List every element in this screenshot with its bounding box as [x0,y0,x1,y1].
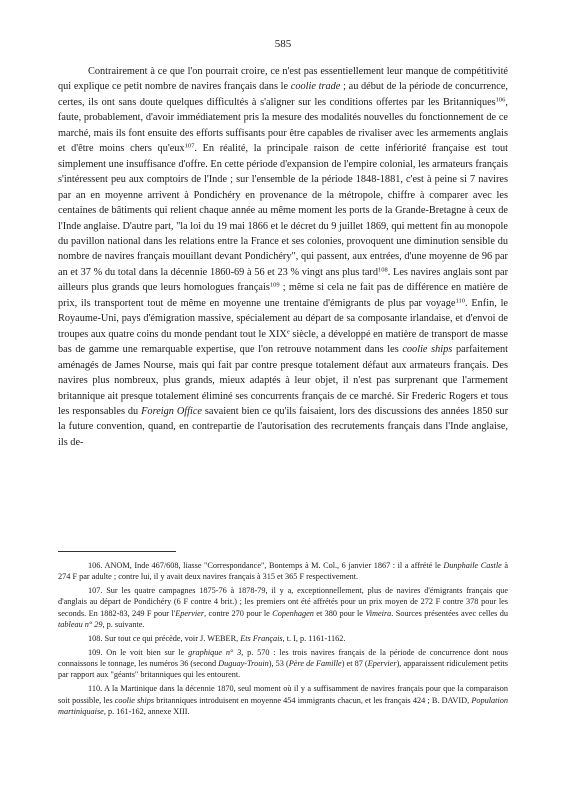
text-run: ) et 87 ( [341,659,368,669]
text-run: 110. A la Martinique dans la décennie 1870, seul moment où il y a suffisamment de navires français pour que la comparaison soit possible, les [58,684,508,705]
footnote-separator [58,551,176,552]
italic-text: coolie ships [114,695,155,705]
footnote-ref: e [286,328,290,336]
text-run: siècle, a développé en matière de transport de masse bas de gamme une remarquable expertise, que l'on retrouve notamment dans les [58,328,509,356]
text-run: . Enfin, le Royaume-Uni, pays d'émigration massive, spécialement au départ de sa composante irlandaise, et d'envoi de troupes aux quatre coins du monde pendant tout le XIX [58,297,508,340]
main-text [58,64,508,450]
text-run: britanniques introduisent en moyenne 454 immigrants chacun, et les français 424 ; B. DAVID, [154,695,472,705]
italic-text: Copenhagen [272,608,314,618]
text-run: , p. suivante. [102,620,145,630]
text-run: , p. 570 : les trois navires français de la période de concurrence dont nous connaissons le tonnage, les numéros 36 (second [58,647,508,669]
text-run: , p. 161-162, annexe XIII. [103,706,190,716]
footnote-ref: 107 [184,142,195,150]
footnote [58,560,508,583]
italic-text: Dunphaile Castle [443,561,502,570]
text-run: , contre 270 pour le [204,608,273,618]
body-paragraph [58,64,508,450]
text-run: Contrairement à ce que l'on pourrait croire, ce n'est pas essentiellement leur manque de compétitivité qui explique ce petit nombre de navires français dans le [58,66,508,93]
text-run: ; au début de la période de concurrence, certes, ils ont sans doute quelques difficultés à s'aligner sur les conditions offertes par les Britanniques [58,81,508,108]
text-run: 107. Sur les quatre campagnes 1875-76 à 1878-79, il y a, exceptionnellement, plus de navires d'émigrants français que d'anglais au départ de Pondichéry (6 F contre 4 brit.) ; les premiers ont été affrétés pour un prix moyen de 272 F contre 378 pour les seconds. En 1882-83, 249 F pour l' [58,586,508,618]
page-number: 585 [274,38,292,50]
footnote [58,683,508,717]
text-run: . Les navires anglais sont par ailleurs plus grands que leurs homologues français [58,266,508,294]
text-run: , faute, probablement, d'avoir immédiatement pris la mesure des modalités nouvelles du fonctionnement de ce marché, mais ils font ensuite des efforts suffisants pour être capables de rivaliser avec les armements anglais et d'être moins chers qu'eux [58,96,508,155]
text-run: savaient bien ce qu'ils faisaient, lors des discussions des années 1850 sur la future convention, quand, en contrepartie de l'autorisation des recrutements français dans l'Inde anglaise, ils de- [58,405,508,448]
text-run: ), 53 ( [268,659,289,669]
text-run: 109. On le voit bien sur le [88,647,189,657]
text-run: et 380 pour le [313,608,366,618]
text-run: ), apparaissent ridiculement petits par rapport aux "géants" britanniques qui les entourent. [58,659,509,680]
italic-text: Père de Famille [288,659,342,669]
italic-text: Population martiniquaise [58,695,509,716]
text-run: 106. ANOM, Inde 467/608, liasse "Correspondance", Bontemps à M. Col., 6 janvier 1867 : il a affrété le [88,561,444,570]
italic-text: Epervier [175,608,205,618]
text-run: ; même si cela ne fait pas de différence en matière de prix, ils transportent tout de même en moyenne une trentaine d'émigrants de plus par voyage [58,282,508,309]
footnote [58,585,508,630]
text-run: 108. Sur tout ce qui précède, voir J. WEBER, [88,633,241,643]
text-run: . En réalité, la principale raison de cette infériorité française est tout simplement une insuffisance d'offre. En cette période d'expansion de l'empire colonial, les armateurs français s'intéressent peu aux comptoirs de l'Inde ; sur l'ensemble de la période 1848-1881, c'est à peine si 7 navires par an en moyenne arrivent à Pondichéry en provenance de la métropole, chiffre à comparer avec les centaines de bâtiments qui relient chaque année au même moment les ports de la Grande-Bretagne à ceux de l'Inde anglaise. D'autre part, "la loi du 19 mai 1866 et le décret du 9 juillet 1869, qui mettent fin au monopole du pavillon national dans les relations entre la France et ses colonies, provoquent une diminution sensible du nombre de navires français mouillant devant Pondichéry", qui passent, aux entrées, d'une moyenne de 96 par an et 37 % du total dans la décennie 1860-69 à 56 et 23 % vingt ans plus tard [58,143,508,278]
text-run: parfaitement aménagés de James Nourse, mais qui fait par contre presque totalement défaut aux armateurs français. Des navires plus nombreux, plus grands, mieux adaptés à leur objet, il n'est pas surprenant que l'armement britannique ait presque totalement éliminé ses concurrents français de ce marché. Sir Frederic Rogers et tous les responsables du [58,344,508,417]
italic-text: tableau n° 29 [58,620,103,630]
text-run: à 274 F par adulte ; contre lui, il y avait deux navires français à 315 et 365 F respectivement. [58,561,508,582]
italic-text: coolie trade [290,81,341,93]
italic-text: coolie ships [402,344,453,356]
text-run: , t. I, p. 1161-1162. [282,633,346,643]
italic-text: graphique n° 3 [188,647,242,657]
italic-text: Ets Français [240,633,283,643]
footnote [58,633,508,644]
footnote-ref: 109 [269,281,280,289]
italic-text: Epervier [367,659,397,669]
italic-text: Foreign Office [141,405,202,417]
italic-text: Duguay-Trouin [218,659,269,669]
footnote-ref: 110 [455,297,465,305]
footnote-ref: 108 [378,266,388,274]
footnote-ref: 106 [495,96,506,104]
italic-text: Vimeira [365,608,392,618]
footnote [58,647,508,681]
text-run: . Sources présentées avec celles du [391,608,508,618]
footnotes [58,560,508,720]
